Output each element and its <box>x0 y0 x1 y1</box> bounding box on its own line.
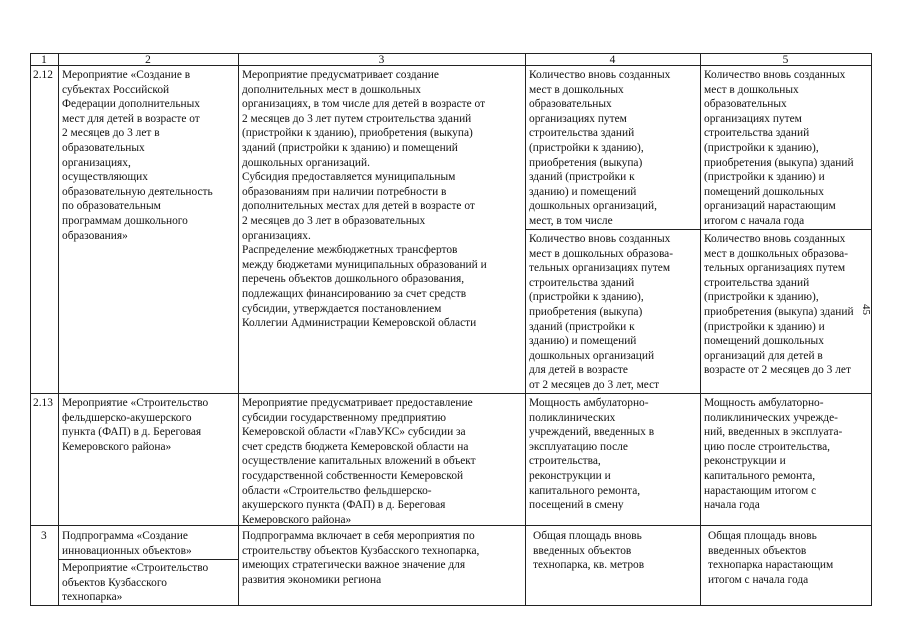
rule-col-2 <box>238 53 239 606</box>
row-3-subprogram-name: Подпрограмма «Создание инновационных объектов» <box>62 530 192 557</box>
row-212-method-2: Количество вновь созданных мест в дошкольных образова- тельных организациях путем строительства зданий (пристройки к зданию), приобретения (выкупа) зданий (пристройки к зданию) и помещений дошкольных организаций для детей в возрасте от 2 месяцев до 3 лет <box>704 233 854 377</box>
row-3-indicator: Общая площадь вновь введенных объектов технопарка, кв. метров <box>533 530 645 572</box>
header-col-1: 1 <box>41 54 47 66</box>
rule-col-3 <box>525 53 526 606</box>
rule-left <box>30 53 31 606</box>
row-3-number: 3 <box>41 530 47 542</box>
row-3-description: Подпрограмма включает в себя мероприятия по строительству объектов Кузбасского технопарка, имеющих стратегически важное значение для развития экономики региона <box>242 530 480 586</box>
row-212-indicator-2: Количество вновь созданных мест в дошкольных образова- тельных организациях путем строительства зданий (пристройки к зданию), приобретения (выкупа) зданий (пристройки к зданию) и помещений дошкольных организаций для детей в возрасте от 2 месяцев до 3 лет, мест <box>529 233 674 391</box>
row-212-description: Мероприятие предусматривает создание дополнительных мест в дошкольных организациях, в том числе для детей в возрасте от 2 месяцев до 3 лет путем строительства зданий (пристройки к зданию), приобретения (выкупа) зданий (пристройки к зданию) и помещений дошкольных организаций. Субсидия предоставляется муниципальным образованиям при наличии потребности в дополнительных местах для детей в возрасте от 2 месяцев до 3 лет в образовательных организациях. Распределение межбюджетных трансфертов между бюджетами муниципальных образований и перечень объектов дошкольного образования, подлежащих финансированию за счет средств субсидии, утверждается постановлением Коллегии Администрации Кемеровской области <box>242 69 487 330</box>
row-213-description: Мероприятие предусматривает предоставление субсидии государственному предприятию Кемеровской области «ГлавУКС» субсидии за счет средств бюджета Кемеровской области на осуществление капитальных вложений в объект государственной собственности Кемеровской области «Строительство фельдшерско- акушерского пункта (ФАП) в д. Береговая Кемеровского района» <box>242 397 476 526</box>
rule-row-212-bottom <box>30 393 872 394</box>
row-213-indicator: Мощность амбулаторно- поликлинических учреждений, введенных в эксплуатацию после строительства, реконструкции и капитального ремонта, посещений в смену <box>529 397 655 512</box>
row-3-activity-name: Мероприятие «Строительство объектов Кузбасского технопарка» <box>62 562 209 604</box>
row-212-name: Мероприятие «Создание в субъектах Российской Федерации дополнительных мест для детей в возрасте от 2 месяцев до 3 лет в образовательных организациях, осуществляющих образовательную деятельность по образовательным программам дошкольного образования» <box>62 69 213 242</box>
rule-row-3-split <box>58 559 238 560</box>
rule-col-4 <box>700 53 701 606</box>
row-212-indicator-1: Количество вновь созданных мест в дошкольных образовательных организациях путем строительства зданий (пристройки к зданию), приобретения (выкупа) зданий (пристройки к зданию) и помещений дошкольных организаций, мест, в том числе <box>529 69 671 227</box>
row-213-method: Мощность амбулаторно- поликлинических учрежде- ний, введенных в эксплуата- цию после строительства, реконструкции и капитального ремонта, нарастающим итогом с начала года <box>704 397 843 512</box>
rule-right <box>871 53 872 606</box>
page-number: 45 <box>860 304 872 315</box>
row-3-method: Общая площадь вновь введенных объектов технопарка нарастающим итогом с начала года <box>708 530 834 586</box>
header-col-4: 4 <box>609 54 616 66</box>
rule-col-1 <box>58 53 59 606</box>
row-213-name: Мероприятие «Строительство фельдшерско-акушерского пункта (ФАП) в д. Береговая Кемеровского района» <box>62 397 209 453</box>
row-212-method-1: Количество вновь созданных мест в дошкольных образовательных организациях путем строительства зданий (пристройки к зданию), приобретения (выкупа) зданий (пристройки к зданию) и помещений дошкольных организаций нарастающим итогом с начала года <box>704 69 854 227</box>
rule-bottom <box>30 605 872 606</box>
header-col-3: 3 <box>378 54 385 66</box>
header-col-5: 5 <box>782 54 789 66</box>
rule-row-212-split <box>525 229 872 230</box>
row-212-number: 2.12 <box>33 69 53 81</box>
row-213-number: 2.13 <box>33 397 53 409</box>
header-col-2: 2 <box>145 54 151 66</box>
